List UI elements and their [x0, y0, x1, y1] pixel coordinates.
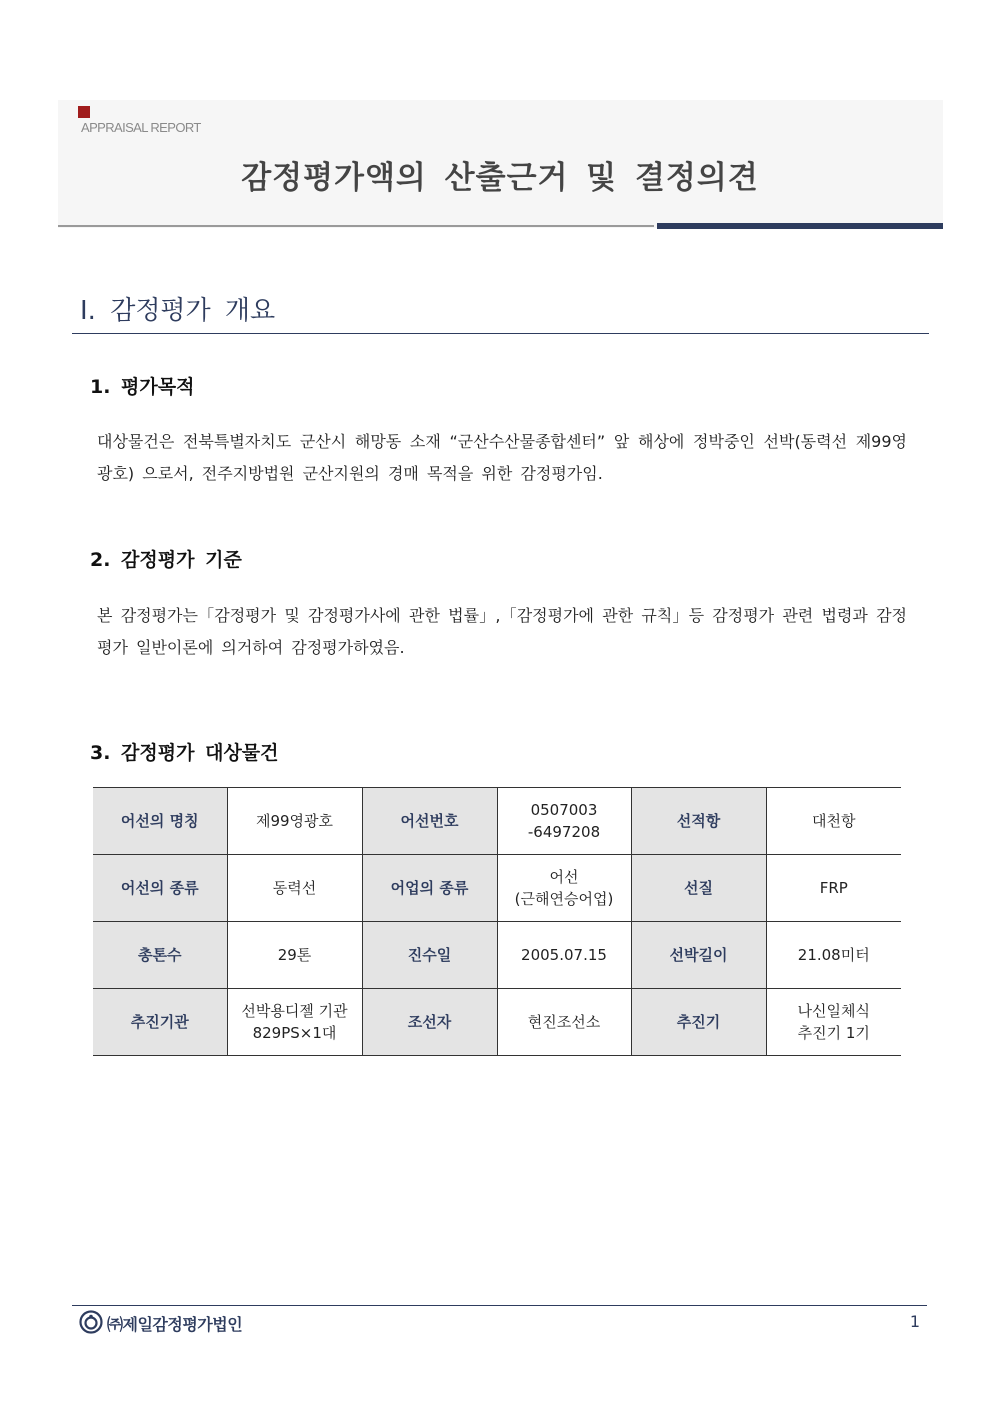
- table-label-cell: 어선의 명칭: [93, 788, 227, 855]
- section-heading: I. 감정평가 개요: [80, 296, 276, 326]
- page-title: 감정평가액의 산출근거 및 결정의견: [241, 160, 759, 196]
- table-label-cell: 조선자: [362, 989, 497, 1056]
- subject-heading: 3. 감정평가 대상물건: [90, 742, 279, 764]
- page-number: 1: [909, 1312, 920, 1331]
- table-value-cell: 제99영광호: [227, 788, 362, 855]
- company-logo-icon: [79, 1310, 103, 1334]
- table-row: [93, 788, 901, 855]
- table-label-cell: 진수일: [362, 922, 497, 989]
- table-row: [93, 855, 901, 922]
- table-value-cell: 대천항: [766, 788, 901, 855]
- title-divider: [58, 225, 654, 227]
- table-label-cell: 어선의 종류: [93, 855, 227, 922]
- table-label-cell: 선박길이: [631, 922, 766, 989]
- purpose-text: 대상물건은 전북특별자치도 군산시 해망동 소재 “군산수산물종합센터” 앞 해상에 정박중인 선박(동력선 제99영광호) 으로서, 전주지방법원 군산지원의 경매 목적을 위한 감정평가임.: [97, 432, 907, 483]
- table-value-cell: 29톤: [227, 922, 362, 989]
- table-label-cell: 어선번호: [362, 788, 497, 855]
- table-label-cell: 추진기: [631, 989, 766, 1056]
- table-row: [93, 989, 901, 1056]
- table-value-cell: 선박용디젤 기관 829PS×1대: [227, 989, 362, 1056]
- purpose-heading: 1. 평가목적: [90, 376, 195, 398]
- table-value-cell: 21.08미터: [766, 922, 901, 989]
- table-row: [93, 922, 901, 989]
- table-label-cell: 어업의 종류: [362, 855, 497, 922]
- table-value-cell: 동력선: [227, 855, 362, 922]
- table-label-cell: 총톤수: [93, 922, 227, 989]
- standard-text: 본 감정평가는「감정평가 및 감정평가사에 관한 법률」,「감정평가에 관한 규칙」등 감정평가 관련 법령과 감정평가 일반이론에 의거하여 감정평가하였음.: [97, 606, 907, 657]
- section-divider: [72, 333, 929, 334]
- table-label-cell: 선적항: [631, 788, 766, 855]
- footer-company-name: ㈜제일감정평가법인: [107, 1315, 243, 1334]
- table-value-cell: 나신일체식 추진기 1기: [766, 989, 901, 1056]
- table-value-cell: 현진조선소: [497, 989, 631, 1056]
- subject-property-table: [93, 787, 901, 1056]
- table-value-cell: 0507003 -6497208: [497, 788, 631, 855]
- title-divider-accent: [657, 223, 943, 229]
- report-tag: APPRAISAL REPORT: [81, 120, 201, 135]
- report-marker-icon: [78, 106, 90, 118]
- table-label-cell: 선질: [631, 855, 766, 922]
- table-value-cell: 2005.07.15: [497, 922, 631, 989]
- table-value-cell: 어선 (근해연승어업): [497, 855, 631, 922]
- table-value-cell: FRP: [766, 855, 901, 922]
- table-label-cell: 추진기관: [93, 989, 227, 1056]
- standard-heading: 2. 감정평가 기준: [90, 549, 242, 571]
- footer-divider: [72, 1305, 927, 1306]
